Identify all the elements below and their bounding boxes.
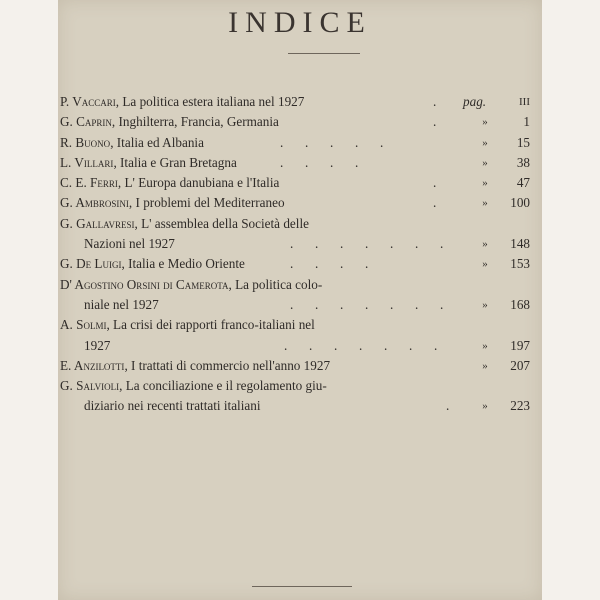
dot-leaders: . <box>433 175 438 191</box>
index-entries <box>58 92 542 417</box>
entry-author: D' Agostino Orsini di Camerota <box>60 276 229 292</box>
index-entry <box>58 356 542 376</box>
footer-rule <box>252 586 352 587</box>
entry-line <box>58 112 542 132</box>
dot-leaders: . <box>433 195 438 211</box>
dot-leaders: . <box>433 94 438 109</box>
entry-title: , Italia ed Albania <box>110 134 204 150</box>
dot-leaders: . <box>446 398 451 414</box>
entry-line <box>58 315 542 335</box>
entry-line <box>58 153 542 173</box>
entry-title: , I problemi del Mediterraneo <box>128 195 285 211</box>
ditto-mark: » <box>482 197 488 210</box>
entry-continuation-line <box>58 295 542 315</box>
dot-leaders: . <box>433 114 438 130</box>
page-title: INDICE <box>228 6 372 39</box>
page-number: 1 <box>523 114 530 130</box>
entry-line <box>58 254 542 274</box>
entry-author: C. E. Ferri <box>60 175 118 191</box>
index-entry <box>58 376 542 417</box>
ditto-mark: » <box>482 238 488 251</box>
index-entry <box>58 254 542 274</box>
page-number: 38 <box>516 154 530 170</box>
entry-author: L. Villari <box>60 154 114 170</box>
entry-author: G. Salvioli <box>60 378 120 394</box>
page-number: 207 <box>510 357 530 373</box>
page-number: 47 <box>516 175 530 191</box>
entry-author: R. Buono <box>60 134 111 150</box>
page-number: 153 <box>510 256 530 272</box>
entry-author: P. Vaccari <box>60 94 116 109</box>
dot-leaders: . . . . . . . <box>284 337 439 353</box>
dot-leaders: . . . . . <box>280 134 385 150</box>
ditto-mark: » <box>482 177 488 190</box>
entry-line <box>58 214 542 234</box>
entry-title: , Italia e Medio Oriente <box>121 256 245 272</box>
ditto-mark: » <box>482 400 488 413</box>
entry-line <box>58 133 542 153</box>
entry-title: , L' Europa danubiana e l'Italia <box>117 175 280 191</box>
index-entry <box>58 193 542 213</box>
page-number: 197 <box>510 337 530 353</box>
ditto-mark: » <box>482 156 488 169</box>
entry-title: 1927 <box>84 337 111 353</box>
index-entry <box>58 133 542 153</box>
index-entry <box>58 112 542 132</box>
entry-title: , Italia e Gran Bretagna <box>113 154 237 170</box>
page-number: 100 <box>510 195 530 211</box>
book-page <box>58 0 542 600</box>
entry-title: , I trattati di commercio nell'anno 1927 <box>124 357 331 373</box>
entry-line <box>58 376 542 396</box>
entry-title: , La crisi dei rapporti franco-italiani nel <box>106 317 315 333</box>
entry-continuation-line <box>58 396 542 416</box>
entry-title: niale nel 1927 <box>84 296 159 312</box>
entry-title: diziario nei recenti trattati italiani <box>84 398 261 414</box>
entry-author: G. Caprin <box>60 114 112 130</box>
ditto-mark: » <box>482 116 488 129</box>
page-number: 148 <box>510 236 530 252</box>
entry-author: A. Solmi <box>60 317 107 333</box>
entry-title: Nazioni nel 1927 <box>84 236 175 252</box>
entry-title: , Inghilterra, Francia, Germania <box>111 114 279 130</box>
index-entry <box>58 173 542 193</box>
entry-line <box>58 173 542 193</box>
ditto-mark: » <box>482 136 488 149</box>
dot-leaders: . . . . . . . <box>290 296 445 312</box>
index-entry <box>58 315 542 356</box>
entry-title: , La politica colo- <box>228 276 323 292</box>
entry-line <box>58 92 542 112</box>
page-number: 223 <box>510 398 530 414</box>
entry-author: G. Gallavresi <box>60 215 135 231</box>
entry-author: E. Anzilotti <box>60 357 125 373</box>
entry-line <box>58 356 542 376</box>
dot-leaders: . . . . <box>290 256 370 272</box>
page-number: III <box>519 96 530 108</box>
ditto-mark: » <box>482 359 488 372</box>
entry-author: G. Ambrosini <box>60 195 129 211</box>
entry-continuation-line <box>58 234 542 254</box>
entry-title: , La conciliazione e il regolamento giu- <box>119 378 327 394</box>
index-entry <box>58 275 542 316</box>
page-number: 15 <box>516 134 530 150</box>
entry-title: , L' assemblea della Società delle <box>134 215 309 231</box>
page-label: pag. <box>463 94 487 109</box>
dot-leaders: . . . . . . . <box>290 236 445 252</box>
ditto-mark: » <box>482 339 488 352</box>
entry-author: G. De Luigi <box>60 256 122 272</box>
dot-leaders: . . . . <box>280 154 360 170</box>
title-rule <box>288 53 360 54</box>
entry-line <box>58 275 542 295</box>
ditto-mark: » <box>482 258 488 271</box>
page-number: 168 <box>510 296 530 312</box>
index-entry <box>58 92 542 112</box>
ditto-mark: » <box>482 298 488 311</box>
entry-line <box>58 193 542 213</box>
entry-continuation-line <box>58 336 542 356</box>
index-entry <box>58 153 542 173</box>
index-entry <box>58 214 542 255</box>
entry-title: , La politica estera italiana nel 1927 <box>115 94 305 109</box>
